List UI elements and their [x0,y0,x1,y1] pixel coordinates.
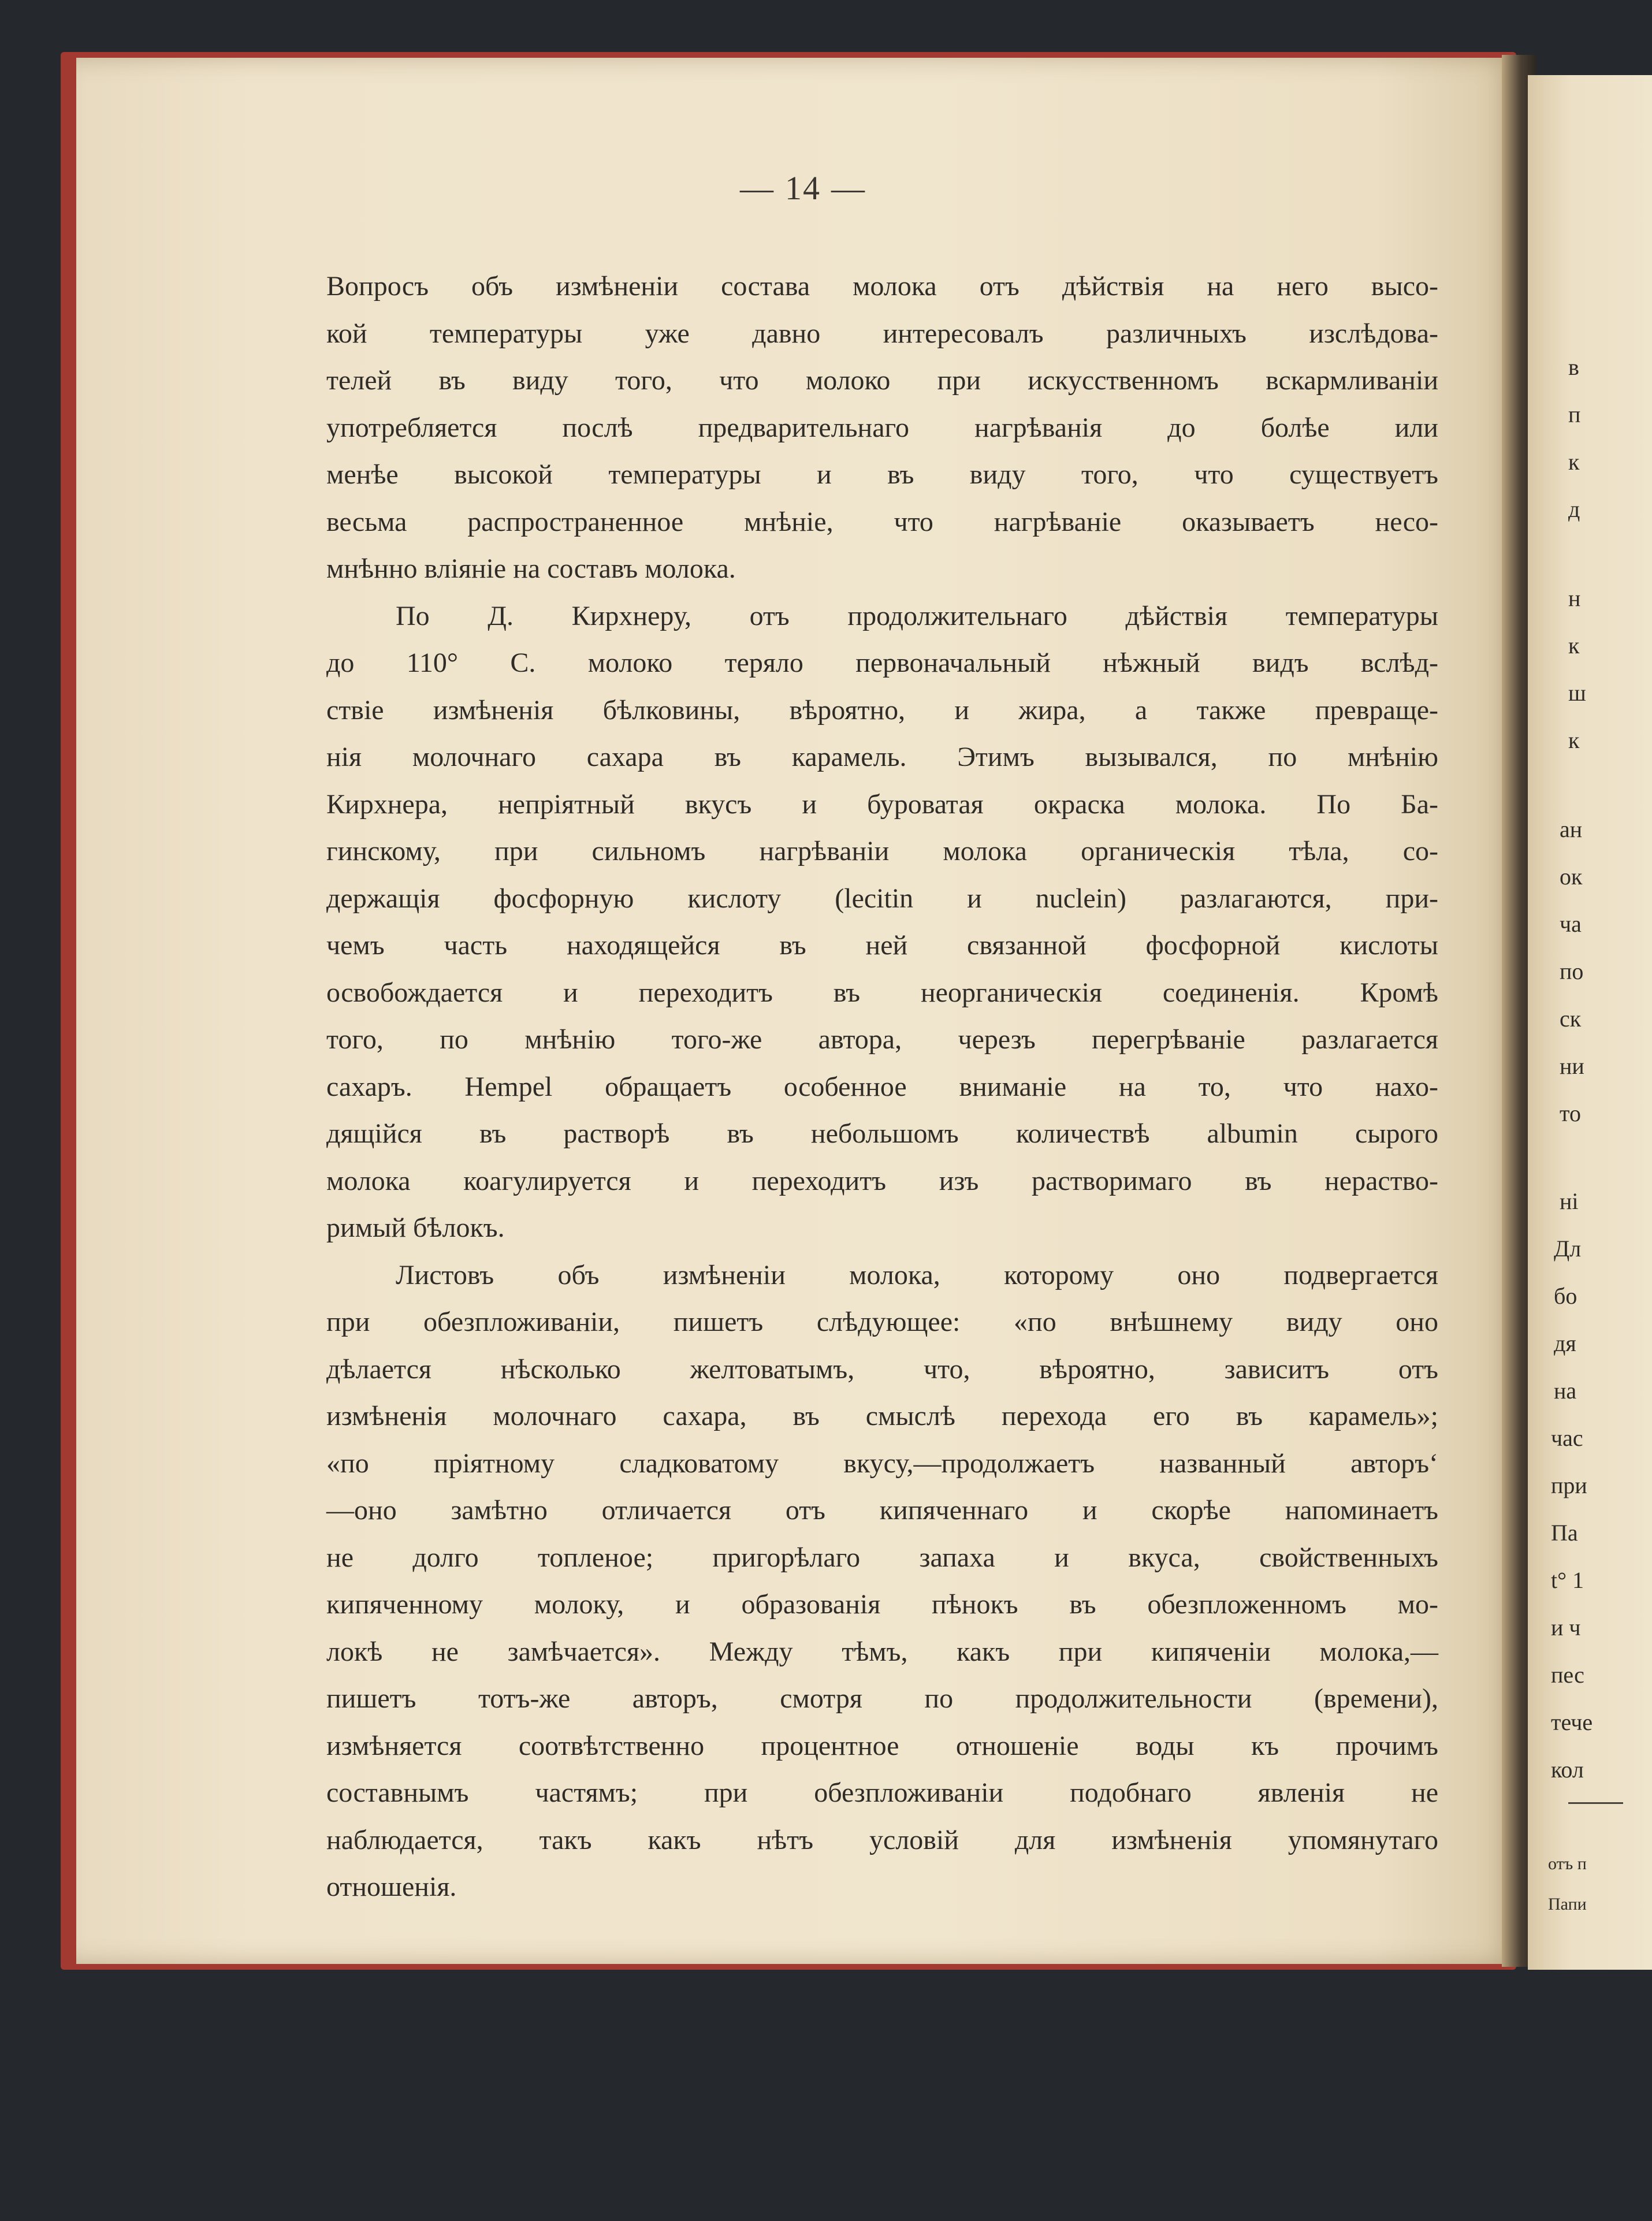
facing-page-fragment: в [1568,354,1579,380]
facing-page-fragment: отъ п [1548,1854,1587,1873]
text-line: измѣняется соотвѣтственно процентное отношенiе воды къ прочимъ [326,1730,1438,1761]
facing-page-fragment: ш [1568,680,1586,706]
facing-page-fragment: тече [1551,1709,1593,1735]
facing-page-fragment: то [1560,1100,1581,1126]
text-line: кой температуры уже давно интересовалъ различныхъ изслѣдова- [326,318,1438,349]
text-line: локѣ не замѣчается». Между тѣмъ, какъ при кипяченiи молока,— [326,1636,1438,1667]
paragraph [326,593,1438,1252]
body-text [326,263,1438,1911]
text-line: того, по мнѣнiю того-же автора, черезъ перегрѣванiе разлагается [326,1024,1438,1055]
facing-page-fragment: Папи [1548,1895,1587,1914]
text-line: пишетъ тотъ-же авторъ, смотря по продолжительности (времени), [326,1683,1438,1714]
page-number [716,169,890,207]
text-line: римый бѣлокъ. [326,1212,505,1243]
facing-page-fragment: на [1554,1378,1577,1404]
text-line: мнѣнно влiянiе на составъ молока. [326,553,736,584]
page-number-value: 14 [785,169,821,207]
text-line: Листовъ объ измѣненiи молока, которому оно подвергается [396,1259,1438,1290]
text-line: дящiйся въ растворѣ въ небольшомъ количествѣ albumin сырого [326,1118,1438,1149]
facing-page-fragment: при [1551,1472,1587,1498]
facing-page-fragment: ан [1560,816,1583,842]
facing-page-fragment: п [1568,401,1581,427]
text-line: отношенiя. [326,1872,457,1902]
facing-page-fragment: ок [1560,864,1583,890]
right-facing-page [1528,75,1652,1970]
facing-page-fragment: Па [1551,1520,1578,1546]
text-line: По Д. Кирхнеру, отъ продолжительнаго дѣйствiя температуры [396,600,1438,631]
text-line: ствiе измѣненiя бѣлковины, вѣроятно, и жира, а также превраще- [326,694,1438,726]
text-line: дѣлается нѣсколько желтоватымъ, что, вѣроятно, зависитъ отъ [326,1353,1438,1385]
facing-page-fragment: ни [1560,1053,1584,1079]
text-line: Кирхнера, непрiятный вкусъ и буроватая окраска молока. По Ба- [326,788,1438,820]
text-line: менѣе высокой температуры и въ виду того, что существуетъ [326,459,1438,490]
text-line: гинскому, при сильномъ нагрѣванiи молока органическiя тѣла, со- [326,836,1438,866]
text-line: до 110° С. молоко теряло первоначальный нѣжный видъ вслѣд- [326,648,1438,678]
facing-page-fragment: час [1551,1425,1583,1451]
facing-page-fragment: Дл [1554,1236,1582,1262]
facing-page-fragment: к [1568,449,1580,475]
text-line: Вопросъ объ измѣненiи состава молока отъ дѣйствiя на него высо- [326,271,1438,302]
text-line: при обезпложиванiи, пишетъ слѣдующее: «по внѣшнему виду оно [326,1307,1438,1337]
text-line: составнымъ частямъ; при обезпложиванiи подобнаго явленiя не [326,1777,1438,1808]
facing-page-fragment: ск [1560,1006,1582,1032]
facing-page-fragment: ча [1560,911,1582,937]
facing-page-fragment: к [1568,633,1580,659]
text-line: нiя молочнаго сахара въ карамель. Этимъ вызывался, по мнѣнiю [326,742,1438,772]
text-line: сахаръ. Hempel обращаетъ особенное вниманiе на то, что нахо- [326,1071,1438,1102]
text-line: держащiя фосфорную кислоту (lecitin и nuclein) разлагаются, при- [326,883,1438,914]
text-line: употребляется послѣ предварительнаго нагрѣванiя до болѣе или [326,412,1438,443]
facing-page-fragment: пес [1551,1662,1584,1688]
facing-page-fragment: t° 1 [1551,1567,1584,1593]
facing-page-fragment: и ч [1551,1614,1581,1640]
facing-page-fragment: дя [1554,1330,1576,1356]
page-number-dash-right: — [831,169,866,207]
facing-page-fragment: по [1560,958,1584,984]
facing-page-fragment: ні [1560,1188,1579,1214]
text-line: телей въ виду того, что молоко при искусственномъ вскармливанiи [326,365,1438,396]
facing-page-fragment: н [1568,585,1581,611]
text-line: чемъ часть находящейся въ ней связанной фосфорной кислоты [326,930,1438,961]
text-line: весьма распространенное мнѣнiе, что нагрѣванiе оказываетъ несо- [326,506,1438,537]
text-line: освобождается и переходитъ въ неорганическiя соединенiя. Кромѣ [326,977,1438,1008]
facing-page-fragment: к [1568,727,1580,753]
text-line: измѣненiя молочнаго сахара, въ смыслѣ перехода его въ карамель»; [326,1401,1438,1431]
text-line: «по прiятному сладковатому вкусу,—продолжаетъ названный авторъ‘ [326,1448,1438,1479]
page-number-dash-left: — [740,169,775,207]
text-line: наблюдается, такъ какъ нѣтъ условiй для измѣненiя упомянутаго [326,1824,1438,1855]
text-line: не долго топленое; пригорѣлаго запаха и вкуса, свойственныхъ [326,1542,1438,1573]
facing-page-fragment: бо [1554,1283,1577,1309]
paragraph [326,1252,1438,1911]
text-line: молока коагулируется и переходитъ изъ растворимаго въ нераство- [326,1165,1438,1196]
facing-page-text-fragments [1528,75,1652,1970]
facing-page-fragment: д [1568,496,1580,522]
text-line: кипяченному молоку, и образованiя пѣнокъ въ обезпложенномъ мо- [326,1589,1438,1620]
facing-page-fragment: кол [1551,1757,1584,1783]
paragraph [326,263,1438,593]
text-line: —оно замѣтно отличается отъ кипяченнаго и скорѣе напоминаетъ [326,1495,1438,1526]
footnote-rule [1568,1802,1623,1804]
